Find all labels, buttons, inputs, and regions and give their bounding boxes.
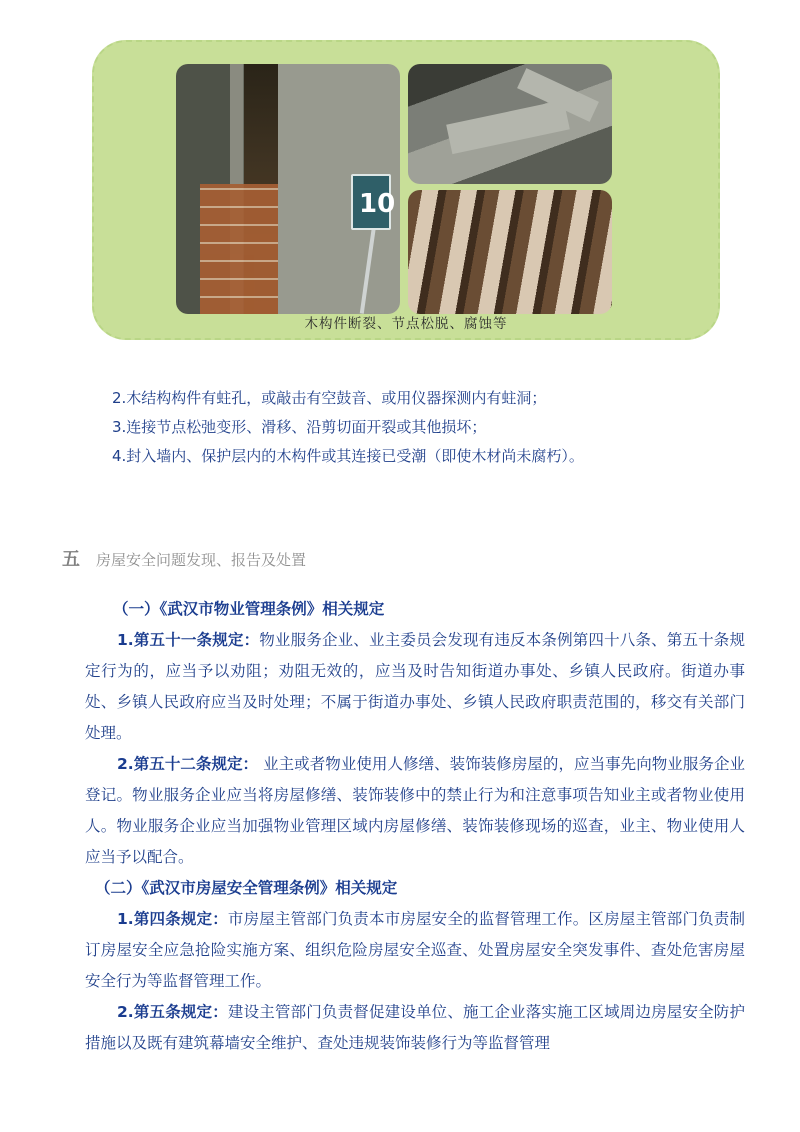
article-lead: 2.第五十二条规定：	[117, 755, 259, 773]
subsection-heading: （二）《武汉市房屋安全管理条例》相关规定	[95, 879, 398, 897]
list-item: 4.封入墙内、保护层内的木构件或其连接已受潮（即使木材尚未腐朽）。	[112, 447, 584, 465]
paragraph	[85, 625, 745, 749]
rotten-ceiling-photo	[408, 190, 612, 314]
subsection-heading: （一）《武汉市物业管理条例》相关规定	[113, 600, 385, 618]
article-text: 物业服务企业、业主委员会发现有违反本条例第四十八条、第五十条规定行为的，应当予以劝阻；劝阻无效的，应当及时告知街道办事处、乡镇人民政府。街道办事处、乡镇人民政府应当及时处理；不属于街道办事处、乡镇人民政府职责范围的，移交有关部门处理。	[85, 631, 745, 742]
paragraph	[85, 997, 745, 1059]
regulations-body	[85, 594, 745, 1059]
article-lead: 2.第五条规定：	[117, 1003, 228, 1021]
article-text: 业主或者物业使用人修缮、装饰装修房屋的，应当事先向物业服务企业登记。物业服务企业应当将房屋修缮、装饰装修中的禁止行为和注意事项告知业主或者物业使用人。物业服务企业应当加强物业管理区域内房屋修缮、装饰装修现场的巡查，业主、物业使用人应当予以配合。	[85, 755, 745, 866]
section-number: 五	[62, 549, 80, 570]
sign-pole	[360, 224, 376, 314]
article-lead: 1.第五十一条规定：	[117, 631, 260, 649]
list-item: 2.木结构构件有蛀孔，或敲击有空鼓音、或用仪器探测内有蛀洞；	[112, 389, 547, 407]
article-lead: 1.第四条规定：	[117, 910, 228, 928]
article-text: 建设主管部门负责督促建设单位、施工企业落实施工区域周边房屋安全防护措施以及既有建筑幕墙安全维护、查处违规装饰装修行为等监督管理	[85, 1003, 745, 1052]
paragraph	[85, 749, 745, 873]
section-heading	[62, 545, 306, 571]
section-title: 房屋安全问题发现、报告及处置	[96, 551, 307, 569]
paragraph	[85, 904, 745, 997]
photo-collage	[92, 40, 720, 340]
list-item: 3.连接节点松弛变形、滑移、沿剪切面开裂或其他损坏；	[112, 418, 487, 436]
beam-plank	[446, 100, 570, 154]
number-sign: 10	[351, 174, 391, 230]
damage-list	[112, 384, 584, 471]
exposed-bricks	[200, 184, 278, 314]
wall-rot-photo	[176, 64, 400, 314]
figure-caption: 木构件断裂、节点松脱、腐蚀等	[304, 316, 508, 332]
broken-beam-photo	[408, 64, 612, 184]
article-text: 市房屋主管部门负责本市房屋安全的监督管理工作。区房屋主管部门负责制订房屋安全应急抢险实施方案、组织危险房屋安全巡查、处置房屋安全突发事件、查处危害房屋安全行为等监督管理工作。	[85, 910, 745, 990]
